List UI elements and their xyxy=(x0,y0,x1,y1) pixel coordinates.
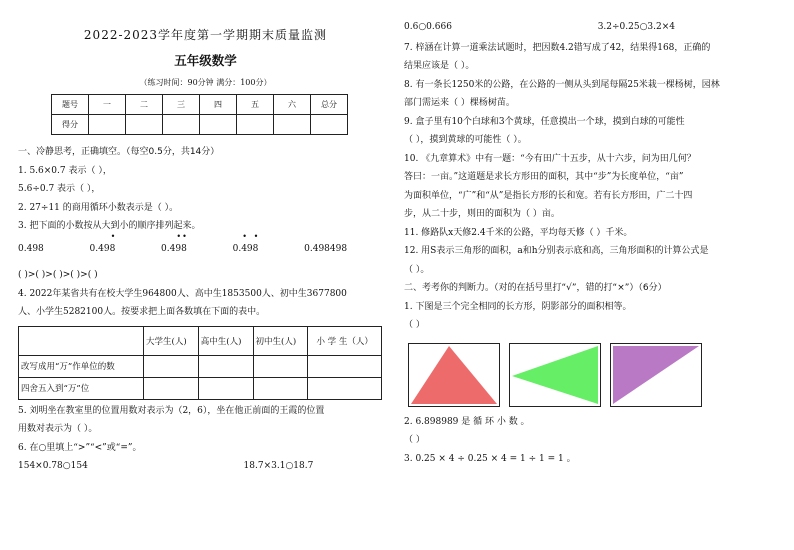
question-6: 6. 在○里填上“>”“<”或“=”。 xyxy=(18,442,142,453)
question-1b: 5.6÷0.7 表示（ ）， xyxy=(18,184,101,194)
question-9a: 9. 盒子里有10个白球和3个黄球，任意摸出一个球，摸到白球的可能性 xyxy=(404,116,685,127)
answer-cell[interactable] xyxy=(198,355,253,377)
answer-cell[interactable] xyxy=(253,355,308,377)
student-count-table xyxy=(18,326,382,400)
number-0-498: 0. xyxy=(232,243,242,254)
answer-cell[interactable] xyxy=(253,377,308,399)
table-corner-cell xyxy=(19,326,144,355)
section-2-heading: 二、考考你的判断力。（对的在括号里打“√”，错的打“×”）（6分） xyxy=(404,283,667,293)
table-header-cell: 小 学 生（人） xyxy=(308,326,382,355)
question-7a: 7. 梓涵在计算一道乘法试题时，把因数4.2错写成了42，结果得168，正确的 xyxy=(404,42,711,53)
question-3-order: ( )>( )>( )>( )>( ) xyxy=(18,270,98,280)
score-input-cell[interactable] xyxy=(163,115,200,135)
score-table xyxy=(51,94,348,135)
compare-item: 0.6○0.666 xyxy=(404,22,452,32)
purple-triangle xyxy=(613,346,699,404)
score-cell: 五 xyxy=(237,95,274,115)
score-table-header-row xyxy=(52,95,348,115)
score-cell: 四 xyxy=(200,95,237,115)
question-4a: 4. 2022年某省共有在校大学生964800人、高中生1853500人、初中生3677800 xyxy=(18,288,347,299)
question-12a: 12. 用S表示三角形的面积，a和h分别表示底和高，三角形面积的计算公式是 xyxy=(404,246,709,256)
question-10a: 10. 《九章算术》中有一题：“今有田广十五步，从十六步，问为田几何？ xyxy=(404,153,696,164)
repeating-digit: • 8 xyxy=(181,231,187,254)
exam-subtitle: 五年级数学 xyxy=(174,53,237,68)
question-9b: （ ），摸到黄球的可能性（ ）。 xyxy=(404,135,527,145)
number-04-98: 0.4 xyxy=(161,243,176,254)
score-cell: 得分 xyxy=(52,115,89,135)
right-column xyxy=(404,0,784,468)
score-cell: 二 xyxy=(126,95,163,115)
number-0498498: 0.498498 xyxy=(304,243,348,254)
table-row xyxy=(19,377,382,399)
compare-item: 3.2÷0.25○3.2×4 xyxy=(597,22,676,32)
judge-2a: 2. 6.898989 是 循 环 小 数 。 xyxy=(404,416,530,427)
section-1-heading: 一、冷静思考，正确填空。（每空0.5分，共14分） xyxy=(18,147,220,157)
question-3: 3. 把下面的小数按从大到小的顺序排列起来。 xyxy=(18,221,201,231)
score-cell: 六 xyxy=(274,95,311,115)
answer-cell[interactable] xyxy=(308,377,382,399)
question-10b: 答曰：一亩。”这道题是求长方形田的面积，其中“步”为长度单位，“亩” xyxy=(404,172,684,182)
score-input-cell[interactable] xyxy=(126,115,163,135)
question-4b: 人、小学生5282100人。按要求把上面各数填在下面的表中。 xyxy=(18,307,266,317)
left-column xyxy=(18,0,393,476)
table-row-label: 四舍五入到“万”位 xyxy=(19,377,144,399)
question-10c: 为面积单位，“广”和“从”是指长方形的长和宽。若有长方形田，广二十四 xyxy=(404,190,693,201)
judge-2b: （ ） xyxy=(404,435,425,445)
student-table-header xyxy=(19,326,382,355)
answer-cell[interactable] xyxy=(198,377,253,399)
question-12b: （ ）。 xyxy=(404,264,430,275)
score-input-cell[interactable] xyxy=(274,115,311,135)
question-1a: 1. 5.6×0.7 表示（ ）， xyxy=(18,165,112,176)
number-0498: 0.498 xyxy=(18,243,44,254)
score-cell: 三 xyxy=(163,95,200,115)
repeating-digit: • 8 xyxy=(109,231,116,254)
question-10d: 步，从二十步，则田的面积为（ ）亩。 xyxy=(404,209,560,219)
compare-item: 154×0.78○154 xyxy=(18,461,88,471)
table-header-cell: 初中生(人) xyxy=(253,326,308,355)
question-11: 11. 修路队x天修2.4千米的公路，平均每天修（ ）千米。 xyxy=(404,227,633,238)
number-049-8: 0.49 xyxy=(89,243,110,254)
table-header-cell: 高中生(人) xyxy=(198,326,253,355)
question-5b: 用数对表示为（ ）。 xyxy=(18,424,98,434)
compare-row xyxy=(404,18,784,37)
rectangle-red-triangle xyxy=(408,343,500,407)
table-row-label: 改写成用“万”作单位的数 xyxy=(19,355,144,377)
rectangle-purple-triangle xyxy=(610,343,702,407)
judge-1b: （ ） xyxy=(404,320,425,330)
score-input-cell[interactable] xyxy=(89,115,126,135)
judge-3: 3. 0.25 × 4 ÷ 0.25 × 4 = 1 ÷ 1 = 1 。 xyxy=(404,453,576,464)
question-6-items xyxy=(18,457,393,476)
score-input-cell[interactable] xyxy=(200,115,237,135)
compare-item: 18.7×3.1○18.7 xyxy=(243,461,314,471)
score-table-score-row xyxy=(52,115,348,135)
question-7b: 结果应该是（ ）。 xyxy=(404,61,475,71)
repeating-digit: • 4 xyxy=(241,231,247,254)
score-input-cell[interactable] xyxy=(311,115,348,135)
question-3-numbers: 0.498 0.49 • 8 0.4 • 9 • 8 0. • 49 • 8 0.498498 xyxy=(18,240,393,259)
score-cell: 题号 xyxy=(52,95,89,115)
question-2: 2. 27÷11 的商用循环小数表示是（ ）。 xyxy=(18,202,179,213)
question-8b: 部门需运来（ ）棵杨树苗。 xyxy=(404,98,515,108)
repeating-digit: • 8 xyxy=(252,231,259,254)
score-cell: 一 xyxy=(89,95,126,115)
repeating-digit: • 9 xyxy=(175,231,182,254)
rectangles-figure xyxy=(408,343,784,407)
table-header-cell: 大学生(人) xyxy=(144,326,199,355)
judge-1a: 1. 下图是三个完全相同的长方形，阴影部分的面积相等。 xyxy=(404,301,632,312)
answer-cell[interactable] xyxy=(308,355,382,377)
answer-cell[interactable] xyxy=(144,377,199,399)
table-row xyxy=(19,355,382,377)
question-5a: 5. 刘明坐在教室里的位置用数对表示为（2，6），坐在他正前面的王霞的位置 xyxy=(18,405,325,416)
exam-title: 2022-2023学年度第一学期期末质量监测 xyxy=(83,28,328,42)
score-input-cell[interactable] xyxy=(237,115,274,135)
green-triangle xyxy=(512,346,598,404)
question-8a: 8. 有一条长1250米的公路，在公路的一侧从头到尾每隔25米栽一棵杨树，园林 xyxy=(404,79,720,90)
red-triangle xyxy=(411,346,497,404)
score-cell: 总分 xyxy=(311,95,348,115)
time-and-score-line: （练习时间：90分钟 满分：100分） xyxy=(139,78,272,87)
answer-cell[interactable] xyxy=(144,355,199,377)
rectangle-green-triangle xyxy=(509,343,601,407)
